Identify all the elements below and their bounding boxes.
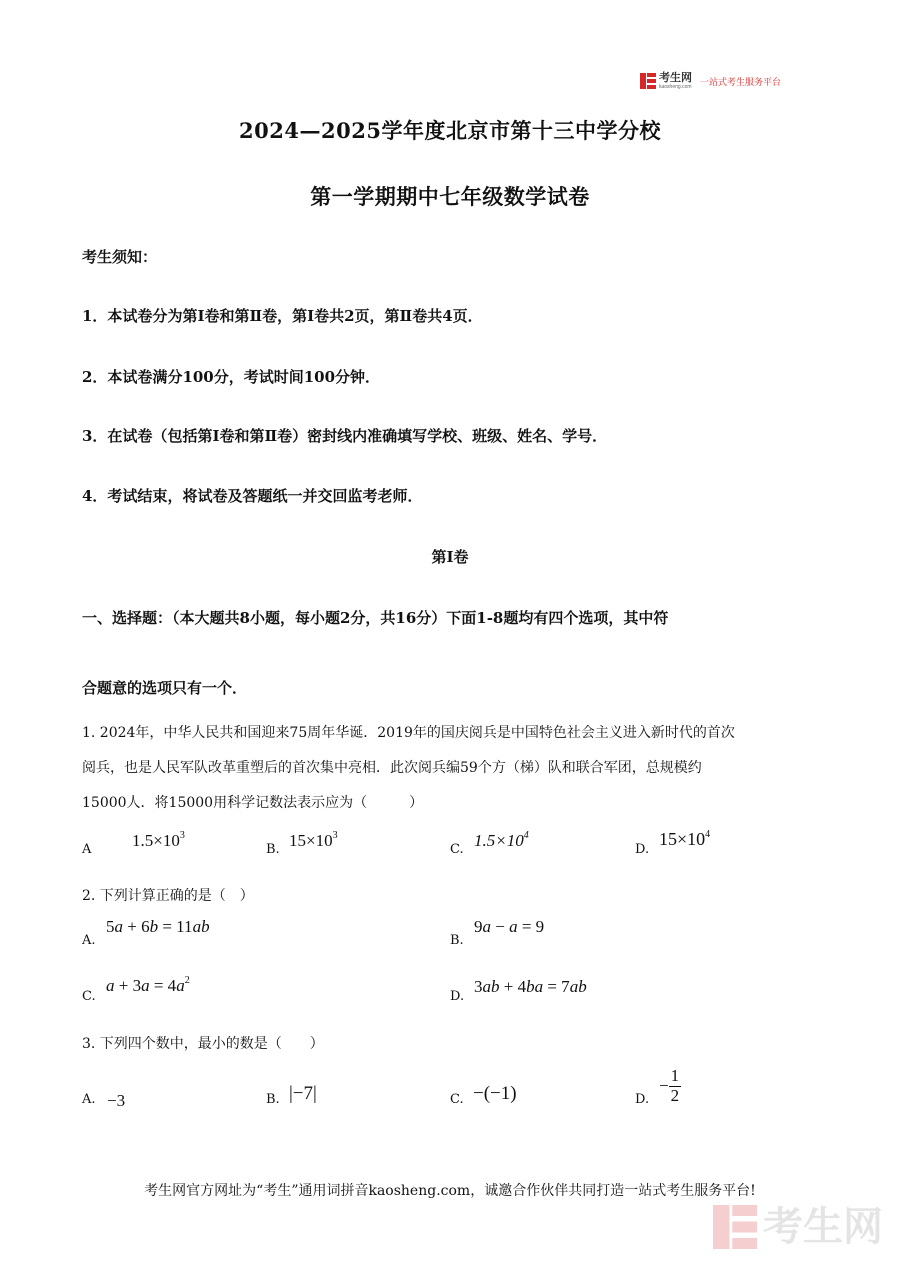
q2-option-b-label: B. xyxy=(450,933,464,948)
watermark-logo-icon xyxy=(713,1205,757,1249)
fraction-numerator: 1 xyxy=(670,1066,680,1085)
q1-option-c-label: C. xyxy=(450,842,464,857)
q3-option-b-value: |−7| xyxy=(289,1083,317,1104)
watermark-logo xyxy=(713,1205,883,1249)
title-line-1: 2024—2025学年度北京市第十三中学分校 xyxy=(239,118,661,143)
q2-option-d-label: D. xyxy=(450,989,465,1004)
brand-domain: kaosheng.com xyxy=(659,83,692,90)
part1-heading: 第Ⅰ卷 xyxy=(431,548,469,566)
q2-stem: 2. 下列计算正确的是（ ） xyxy=(82,888,254,904)
q1-option-c-value: $1.5\times 10^4$ xyxy=(474,830,529,850)
q2-option-a-label: A. xyxy=(82,933,96,948)
q1-option-b-value: $15\times 10^3$ xyxy=(289,830,338,850)
brand-name: 考生网 xyxy=(659,71,692,84)
notice-item-1: 1．本试卷分为第Ⅰ卷和第Ⅱ卷，第Ⅰ卷共2页，第Ⅱ卷共4页． xyxy=(82,307,483,325)
section-instructions-line-2: 合题意的选项只有一个． xyxy=(82,679,248,697)
q2-option-c-value: $a + 3a = 4a^2$ xyxy=(106,975,190,995)
notice-item-4: 4．考试结束，将试卷及答题纸一并交回监考老师． xyxy=(82,487,423,505)
q3-option-a-value: −3 xyxy=(107,1091,126,1110)
footer-text: 考生网官方网址为“考生”通用词拼音kaosheng.com，诚邀合作伙伴共同打造一站式考生服务平台! xyxy=(144,1183,756,1199)
q1-stem-line-2: 阅兵，也是人民军队改革重塑后的首次集中亮相．此次阅兵编59个方（梯）队和联合军团，总规模约 xyxy=(82,760,702,776)
kaosheng-logo-icon xyxy=(640,73,656,89)
q3-option-b-label: B. xyxy=(266,1092,280,1107)
q3-option-a-label: A. xyxy=(82,1092,96,1107)
q1-option-d-value: $15\times 10^4$ xyxy=(659,829,711,849)
fraction xyxy=(669,1067,682,1105)
q2-option-b-value: 9a − a = 9 xyxy=(474,917,545,936)
q1-option-a-label: A xyxy=(82,842,92,857)
q3-option-d-label: D. xyxy=(635,1092,650,1107)
q1-option-d-label: D. xyxy=(635,842,650,857)
q1-option-a-value: $1.5\times 10^3$ xyxy=(132,830,185,850)
q3-stem: 3. 下列四个数中，最小的数是（ ） xyxy=(82,1036,324,1052)
fraction-denominator: 2 xyxy=(670,1086,680,1105)
q2-option-a-value: 5a + 6b = 11ab xyxy=(106,917,210,936)
q2-option-d-value: 3ab + 4ba = 7ab xyxy=(474,977,587,996)
fraction-sign: − xyxy=(659,1076,669,1095)
header-logo xyxy=(640,70,781,92)
q1-stem-line-3: 15000人．将15000用科学记数法表示应为（ ） xyxy=(82,795,424,811)
notice-item-3: 3．在试卷（包括第Ⅰ卷和第Ⅱ卷）密封线内准确填写学校、班级、姓名、学号． xyxy=(82,427,608,445)
title-line-2: 第一学期期中七年级数学试卷 xyxy=(310,184,590,209)
q3-option-d-value xyxy=(659,1067,681,1105)
section-instructions-line-1: 一、选择题：（本大题共8小题，每小题2分，共16分）下面1-8题均有四个选项，其中符 xyxy=(82,609,669,627)
q3-option-c-value: −(−1) xyxy=(473,1083,517,1104)
brand-slogan: 一站式考生服务平台 xyxy=(700,76,782,87)
q2-option-c-label: C. xyxy=(82,989,96,1004)
watermark-brand-name: 考生网 xyxy=(763,1205,883,1249)
q1-option-b-label: B. xyxy=(266,842,280,857)
notice-heading: 考生须知： xyxy=(82,248,158,266)
q1-stem-line-1: 1. 2024年，中华人民共和国迎来75周年华诞．2019年的国庆阅兵是中国特色社会主义进入新时代的首次 xyxy=(82,725,735,741)
notice-item-2: 2．本试卷满分100分，考试时间100分钟． xyxy=(82,368,381,386)
q3-option-c-label: C. xyxy=(450,1092,464,1107)
